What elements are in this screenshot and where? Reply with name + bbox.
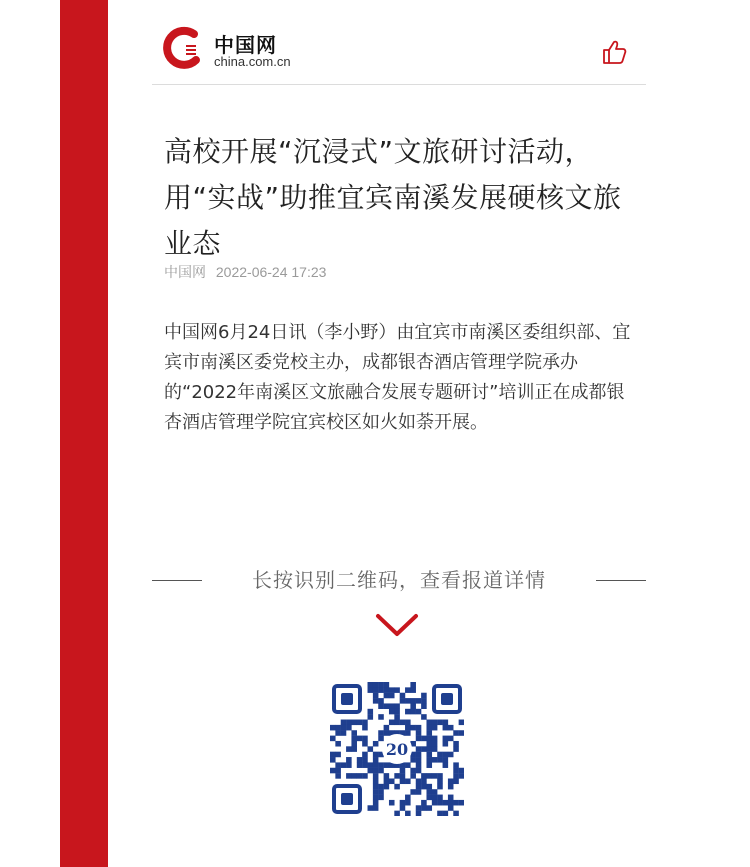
qr-prompt-text: 长按识别二维码，查看报道详情 [252,568,546,592]
china-com-cn-logo[interactable] [162,26,302,70]
thumbs-up-icon[interactable] [600,38,628,66]
qr-prompt-row [152,566,646,594]
header [152,0,646,85]
china-logo-mark-icon [162,26,204,70]
logo-english-text: china.com.cn [214,54,291,69]
divider-line-left [152,580,202,581]
logo-chinese-text: 中国网 [214,33,277,57]
article-datetime: 2022-06-24 17:23 [215,264,327,280]
card-content [152,0,646,867]
article-title: 高校开展“沉浸式”文旅研讨活动，用“实战”助推宜宾南溪发展硬核文旅业态 [164,134,622,260]
chevron-down-icon [375,612,419,638]
article-meta [164,262,326,282]
article-body: 中国网6月24日讯（李小野）由宜宾市南溪区委组织部、宜宾市南溪区委党校主办，成都银杏酒店管理学院承办的“2022年南溪区文旅融合发展专题研讨”培训正在成都银杏酒店管理学院宜宾校区如火如荼开展。 [164,322,631,433]
article-source: 中国网 [164,264,206,280]
qr-center-text: 20 [385,740,409,759]
red-side-bar [60,0,108,867]
qr-code-icon[interactable] [330,682,464,816]
divider-line-right [596,580,646,581]
